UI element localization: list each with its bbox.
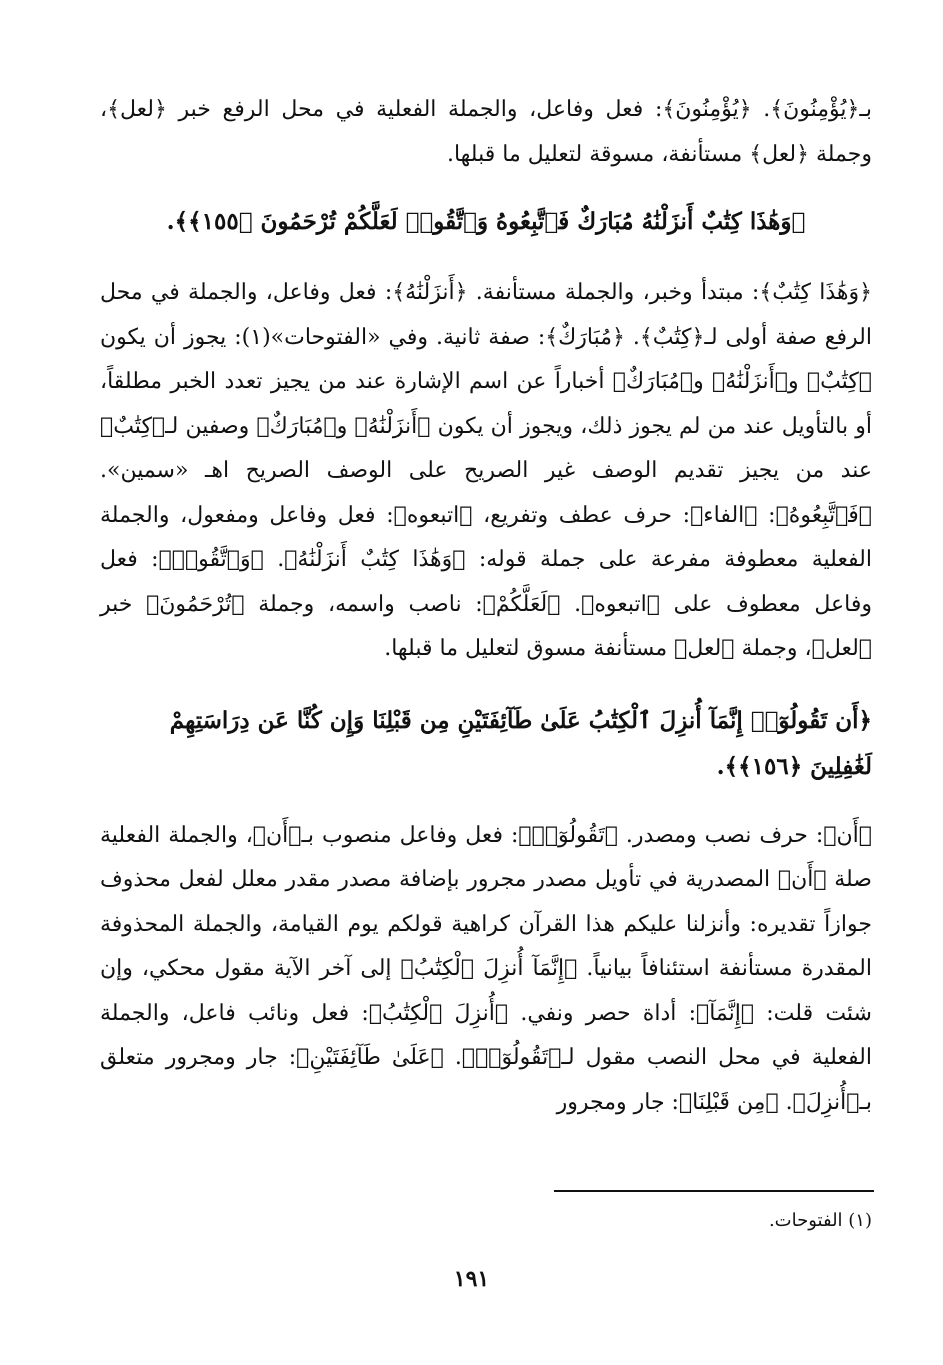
commentary-paragraph-2: ﴿وَهَٰذَا كِتَٰبٌ﴾: مبتدأ وخبر، والجملة مستأنفة. ﴿أَنزَلْنَٰهُ﴾: فعل وفاعل، والجملة في محل الرفع صفة أولى لـ﴿كِتَٰبٌ﴾. ﴿مُبَارَكٌ﴾: صفة ثانية. وفي «الفتوحات»(١): يجوز أن يكون ﴿كِتَٰبٌ﴾ و﴿أَنزَلْنَٰهُ﴾ و﴿مُبَارَكٌ﴾ أخباراً عن اسم الإشارة عند من يجيز تعدد الخبر مطلقاً، أو بالتأويل عند من لم يجوز ذلك، ويجوز أن يكون ﴿أَنزَلْنَٰهُ﴾ و﴿مُبَارَكٌ﴾ وصفين لـ﴿كِتَٰبٌ﴾ عند من يجيز تقديم الوصف غير الصريح على الوصف الصريح اهـ «سمين». ﴿فَٱتَّبِعُوهُ﴾: ﴿الفاء﴾: حرف عطف وتفريع، ﴿اتبعوه﴾: فعل وفاعل ومفعول، والجملة الفعلية معطوفة مفرعة على جملة قوله: ﴿وَهَٰذَا كِتَٰبٌ أَنزَلْنَٰهُ﴾. ﴿وَٱتَّقُوا۟﴾: فعل وفاعل معطوف على ﴿اتبعوه﴾. ﴿لَعَلَّكُمْ﴾: ناصب واسمه، وجملة ﴿تُرْحَمُونَ﴾ خبر ﴿لعل﴾، وجملة ﴿لعل﴾ مستأنفة مسوق لتعليل ما قبلها. bbox=[100, 280, 872, 661]
quran-verse-155: ﴿وَهَٰذَا كِتَٰبٌ أَنزَلْنَٰهُ مُبَارَكٌ فَٱتَّبِعُوهُ وَٱتَّقُوا۟ لَعَلَّكُمْ تُرْحَمُونَ ﴿١٥٥﴾﴾. bbox=[166, 208, 806, 235]
commentary-paragraph-1: بـ﴿يُؤْمِنُونَ﴾. ﴿يُؤْمِنُونَ﴾: فعل وفاعل، والجملة الفعلية في محل الرفع خبر ﴿لعل﴾، وجملة ﴿لعل﴾ مستأنفة، مسوقة لتعليل ما قبلها. bbox=[100, 97, 872, 167]
quran-verse-156: ﴿أَن تَقُولُوٓا۟ إِنَّمَآ أُنزِلَ ٱلْكِتَٰبُ عَلَىٰ طَآئِفَتَيْنِ مِن قَبْلِنَا وَإِن كُنَّا عَن دِرَاسَتِهِمْ لَغَٰفِلِينَ ﴿١٥٦﴾﴾. bbox=[169, 706, 872, 780]
page-number: ١٩١ bbox=[453, 1266, 490, 1292]
footnote: (١) الفتوحات. bbox=[768, 1210, 872, 1231]
footnote-divider bbox=[554, 1190, 874, 1192]
page-body bbox=[100, 88, 872, 1125]
commentary-paragraph-3: ﴿أَن﴾: حرف نصب ومصدر. ﴿تَقُولُوٓا۟﴾: فعل وفاعل منصوب بـ﴿أَن﴾، والجملة الفعلية صلة ﴿أَن﴾ المصدرية في تأويل مصدر مجرور بإضافة مصدر مقدر معلل لفعل محذوف جوازاً تقديره: وأنزلنا عليكم هذا القرآن كراهية قولكم يوم القيامة، والجملة المحذوفة المقدرة مستأنفة استئنافاً بيانياً. ﴿إِنَّمَآ أُنزِلَ ٱلْكِتَٰبُ﴾ إلى آخر الآية مقول محكي، وإن شئت قلت: ﴿إِنَّمَآ﴾: أداة حصر ونفي. ﴿أُنزِلَ ٱلْكِتَٰبُ﴾: فعل ونائب فاعل، والجملة الفعلية في محل النصب مقول لـ﴿تَقُولُوٓا۟﴾. ﴿عَلَىٰ طَآئِفَتَيْنِ﴾: جار ومجرور متعلق بـ﴿أُنزِلَ﴾. ﴿مِن قَبْلِنَا﴾: جار ومجرور bbox=[100, 822, 872, 1115]
